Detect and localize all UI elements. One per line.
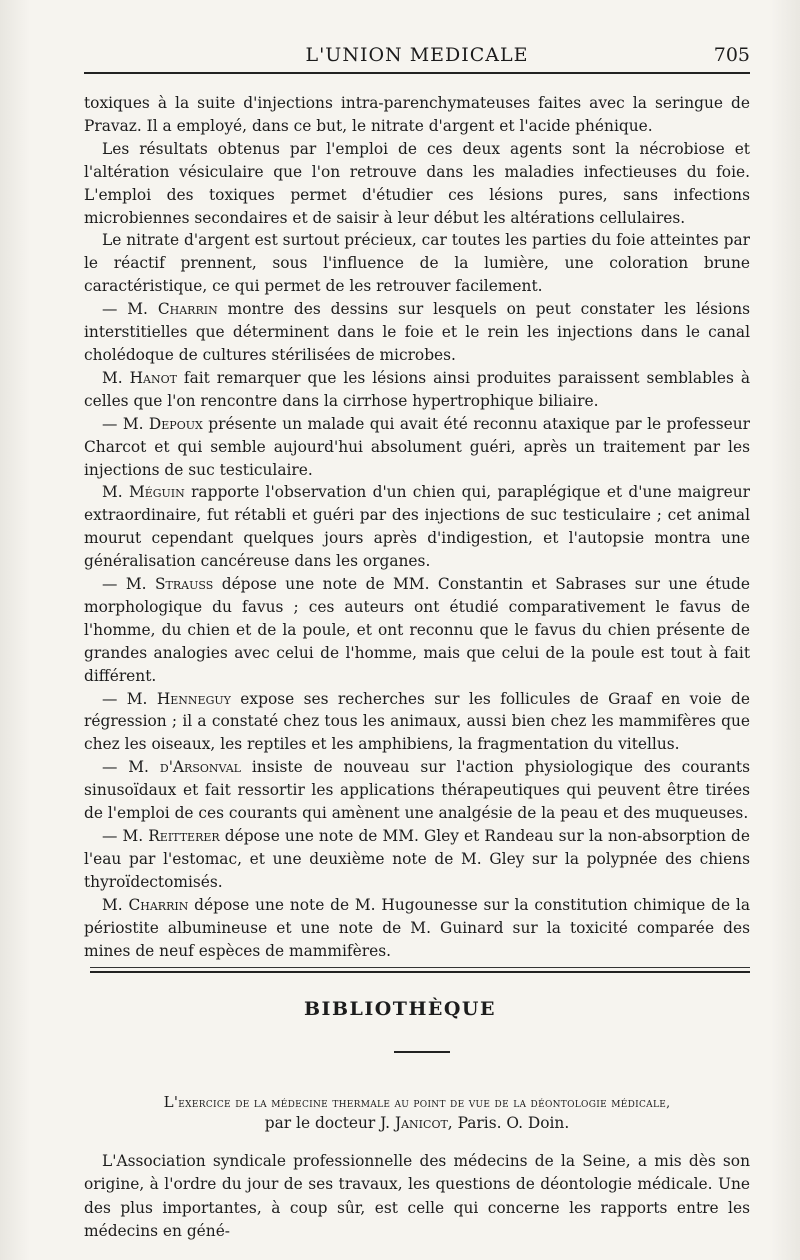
review-title: L'exercice de la médecine thermale au point de vue de la déontologie médicale, — [163, 1093, 671, 1111]
author-name: Depoux — [148, 414, 203, 433]
author-name: Méguin — [128, 483, 185, 502]
author-name: Hanot — [129, 368, 177, 387]
paragraph: L'Association syndicale professionnelle des médecins de la Seine, a mis dès son origine, à l'ordre du jour de ses travaux, les questions de déontologie médicale. Une des plus importantes, à coup sûr, est celle qui concerne les rapports entre les médecins en géné- — [84, 1152, 750, 1241]
paragraph: — M. Depoux présente un malade qui avait été reconnu ataxique par le professeur Charcot et qui semble aujourd'hui absolument guéri, après un traitement par les injections de suc testiculaire. — [84, 414, 750, 479]
review-body — [84, 1150, 750, 1244]
article-body — [84, 92, 750, 962]
title-underline — [394, 1051, 450, 1053]
header-rule — [84, 72, 750, 74]
journal-title: L'UNION MEDICALE — [305, 44, 529, 66]
running-header — [84, 44, 750, 74]
author-name: Henneguy — [156, 689, 231, 708]
paragraph: M. Méguin rapporte l'observation d'un chien qui, paraplégique et d'une maigreur extraordinaire, fut rétabli et guéri par des injections de suc testiculaire ; cet animal mourut cependant quelques jours après d'indigestion, et l'autopsie montra une généralisation cancéreuse dans les organes. — [84, 483, 750, 571]
paragraph: Le nitrate d'argent est surtout précieux, car toutes les parties du foie atteintes par le réactif prennent, sous l'influence de la lumière, une coloration brune caractéristique, ce qui permet de les retrouver facilement. — [84, 231, 750, 296]
author-name: Strauss — [154, 575, 214, 594]
paragraph: M. Hanot fait remarquer que les lésions ainsi produites paraissent semblables à celles que l'on rencontre dans la cirrhose hypertrophique biliaire. — [84, 368, 750, 410]
paragraph: M. Charrin dépose une note de M. Hugounesse sur la constitution chimique de la périostite albumineuse et une note de M. Guinard sur la toxicité comparée des mines de neuf espèces de mammifères. — [84, 895, 750, 960]
page-number: 705 — [713, 44, 750, 66]
section-divider — [90, 967, 750, 968]
author-name: Charrin — [128, 895, 189, 914]
review-heading — [84, 1093, 750, 1134]
paragraph: — M. Charrin montre des dessins sur lesquels on peut constater les lésions interstitielles que déterminent dans le foie et le rein les injections dans le canal cholédoque de cultures stérilisées de microbes. — [84, 300, 751, 364]
section-divider — [90, 971, 750, 973]
paragraph: — M. Reitterer dépose une note de MM. Gley et Randeau sur la non-absorption de l'eau par l'estomac, et une deuxième note de M. Gley sur la polypnée des chiens thyroïdectomisés. — [84, 827, 751, 891]
author-name: Reitterer — [148, 827, 220, 845]
paragraph: Les résultats obtenus par l'emploi de ces deux agents sont la nécrobiose et l'altération vésiculaire que l'on retrouve dans les maladies infectieuses du foie. L'emploi des toxiques permet d'étudier ces lésions pures, sans infections microbiennes secondaires et de saisir à leur début les altérations cellulaires. — [84, 139, 750, 227]
section-title: BIBLIOTHÈQUE — [304, 998, 496, 1020]
review-author: par le docteur J. Janicot, Paris. O. Doin. — [264, 1114, 570, 1132]
author-name: Charrin — [157, 300, 218, 319]
author-name: d'Arsonval — [159, 758, 241, 777]
paragraph: toxiques à la suite d'injections intra-parenchymateuses faites avec la seringue de Pravaz. Il a employé, dans ce but, le nitrate d'argent et l'acide phénique. — [84, 94, 750, 135]
paragraph: — M. Henneguy expose ses recherches sur les follicules de Graaf en voie de régression ; il a constaté chez tous les animaux, aussi bien chez les mammifères que chez les oiseaux, les reptiles et les amphibiens, la fragmentation du vitellus. — [84, 689, 750, 754]
paragraph: — M. d'Arsonval insiste de nouveau sur l'action physiologique des courants sinusoïdaux et fait ressortir les applications thérapeutiques qui peuvent être tirées de l'emploi de ces courants qui amènent une analgésie de la peau et des muqueuses. — [84, 758, 750, 823]
paragraph: — M. Strauss dépose une note de MM. Constantin et Sabrases sur une étude morphologique du favus ; ces auteurs ont étudié comparativement le favus de l'homme, du chien et de la poule, et ont reconnu que le favus du chien présente de grandes analogies avec celui de l'homme, mais que celui de la poule est tout à fait différent. — [84, 575, 750, 685]
